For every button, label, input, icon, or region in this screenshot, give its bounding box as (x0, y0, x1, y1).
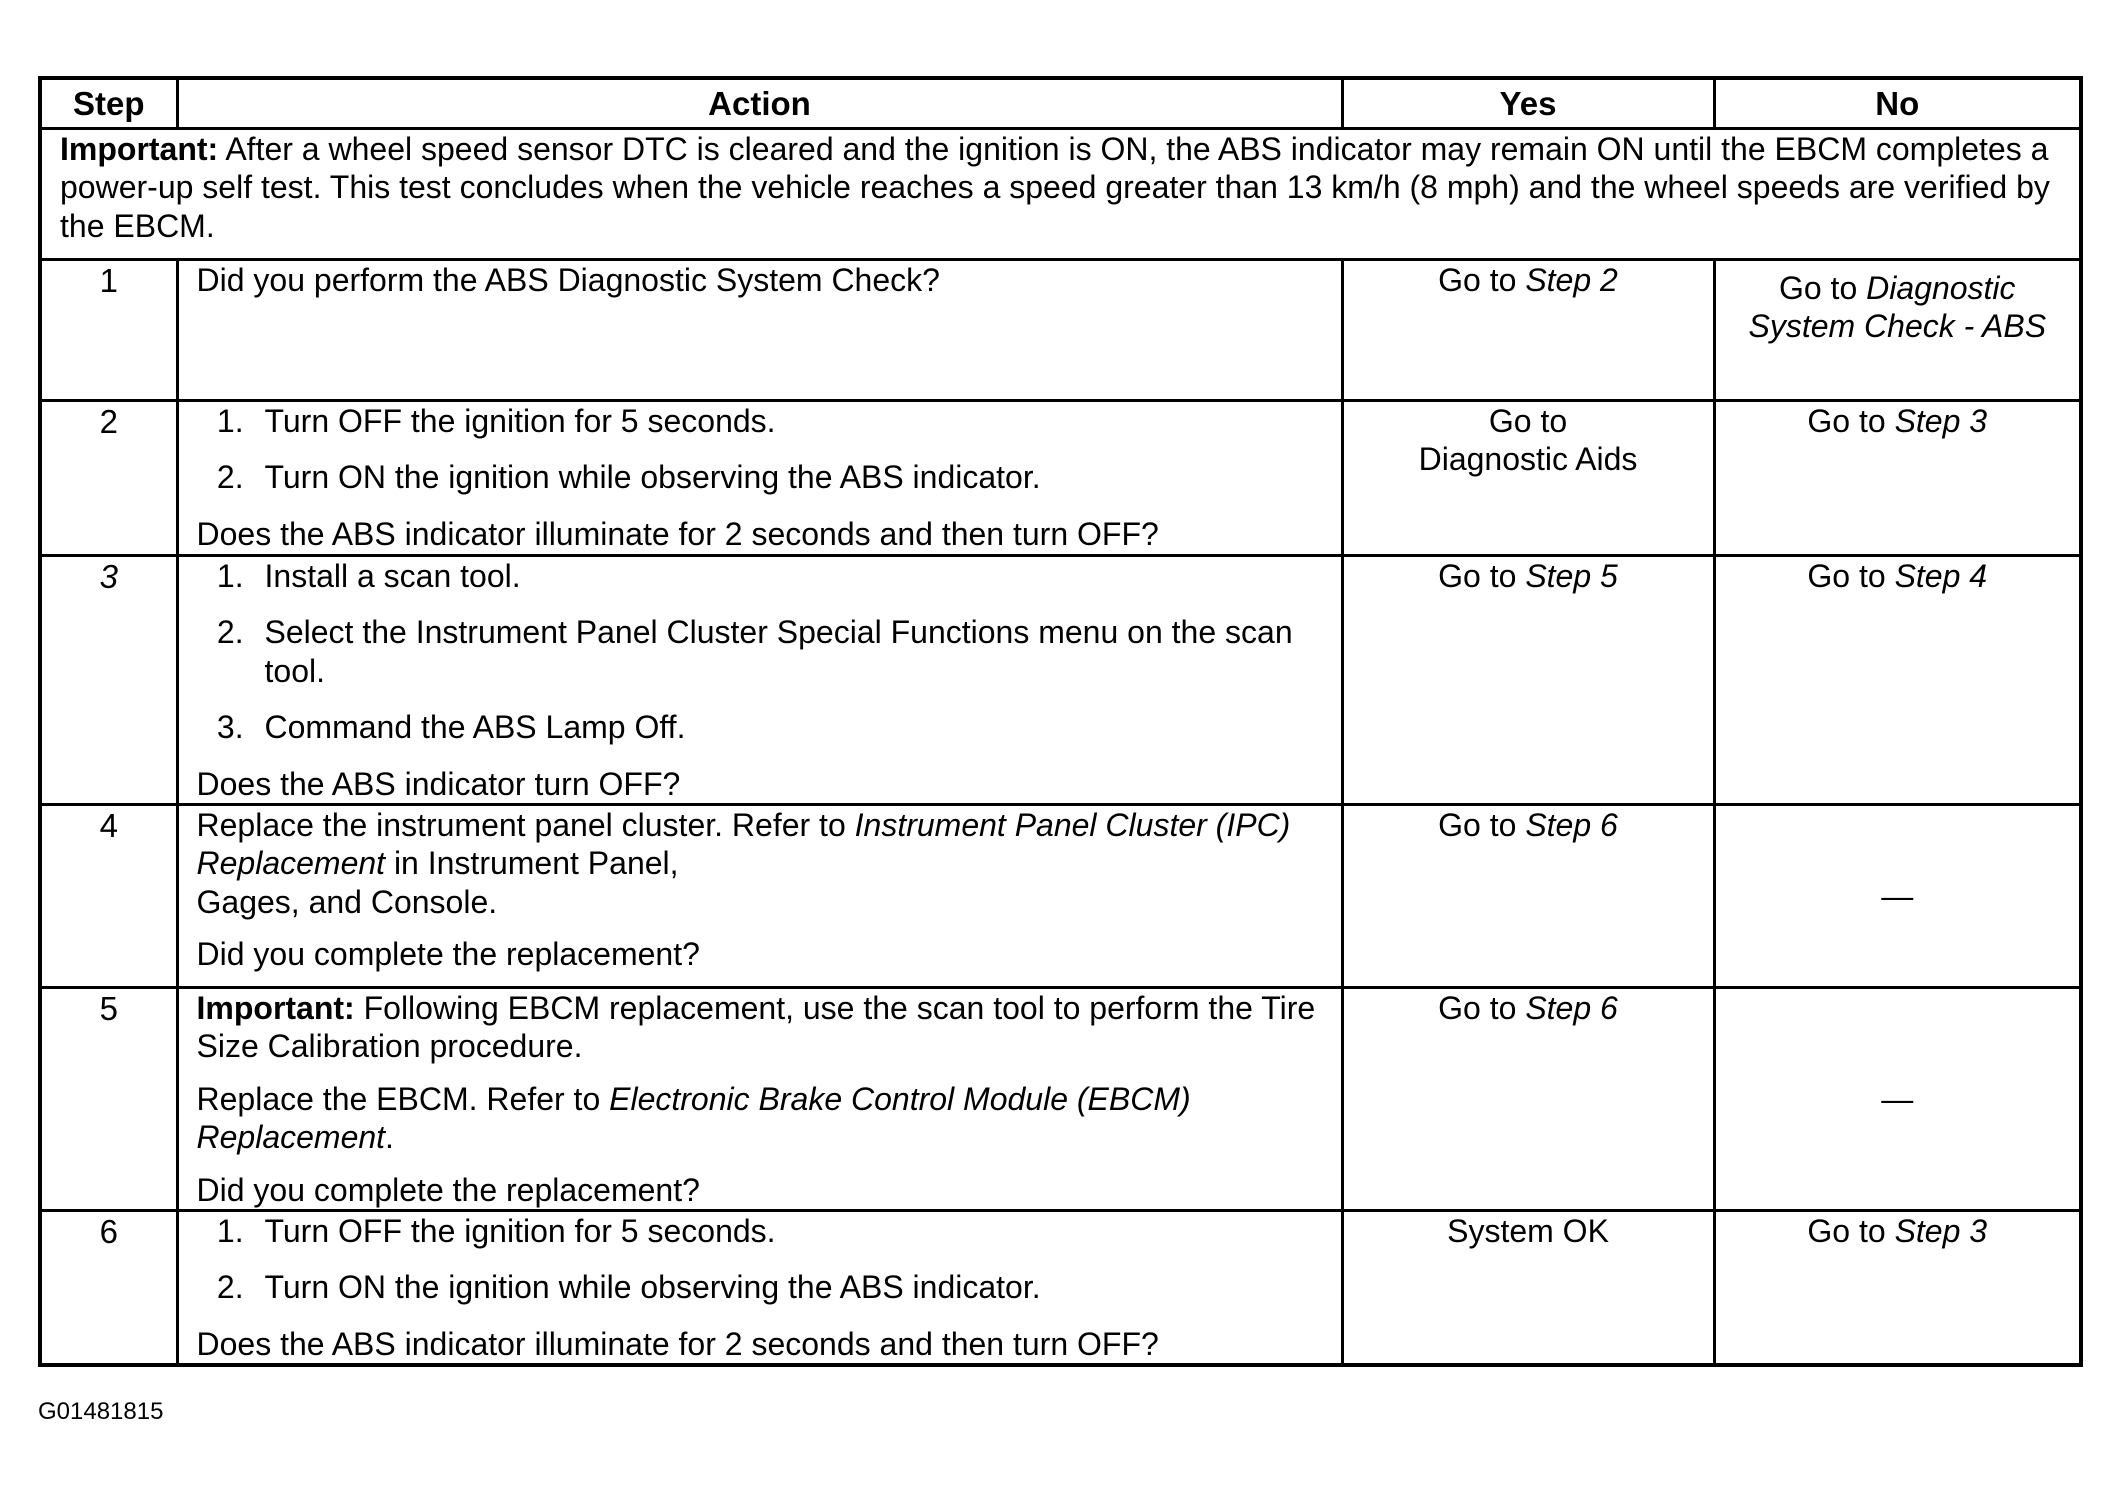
reference-link[interactable]: Instrument Panel Cluster (IPC) Replacement (196, 806, 1291, 882)
action-list-item: 2. Turn ON the ignition while observing the ABS indicator. (253, 1268, 1323, 1306)
header-action: Action (177, 78, 1342, 129)
no-text: Go to (1778, 270, 1867, 306)
action-list-item: 2. Turn ON the ignition while observing the ABS indicator. (253, 458, 1323, 496)
table-row-step-3 (40, 556, 2081, 805)
action-question: Does the ABS indicator turn OFF? (196, 765, 681, 802)
no-link[interactable]: Step 3 (1894, 403, 1988, 439)
important-text: Following EBCM replacement, use the scan tool to perform the Tire Size Calibration procedure. (196, 989, 1316, 1065)
no-link[interactable]: Step 4 (1894, 558, 1988, 594)
yes-cell: System OK (1342, 1210, 1714, 1365)
yes-text: Go to (1438, 558, 1526, 594)
yes-text: Go to (1438, 262, 1526, 298)
diagnostic-table (38, 76, 2083, 1367)
action-list-item: 3. Command the ABS Lamp Off. (253, 708, 1323, 746)
action-question: Did you complete the replacement? (196, 1171, 700, 1208)
yes-link[interactable]: Diagnostic Aids (1418, 441, 1638, 478)
yes-cell (1342, 260, 1714, 401)
action-list (197, 1212, 1323, 1307)
action-paragraph (197, 806, 1323, 921)
action-question: Does the ABS indicator illuminate for 2 seconds and then turn OFF? (196, 1325, 1159, 1362)
no-text: Go to (1807, 1212, 1895, 1249)
yes-cell (1342, 401, 1714, 556)
yes-text: Go to (1488, 403, 1568, 439)
action-text: Gages, and Console. (196, 883, 498, 920)
yes-link[interactable]: Step 6 (1525, 989, 1618, 1026)
yes-link[interactable]: Step 2 (1525, 262, 1618, 298)
header-row (40, 78, 2081, 129)
action-text: Replace the instrument panel cluster. Refer to (196, 806, 855, 843)
important-label: Important: (196, 989, 355, 1026)
yes-cell (1342, 987, 1714, 1210)
action-cell (177, 260, 1342, 401)
yes-link[interactable]: Step 6 (1525, 806, 1618, 843)
action-list (197, 557, 1323, 747)
yes-cell (1342, 804, 1714, 987)
no-cell (1714, 1210, 2081, 1365)
yes-text: Go to (1438, 989, 1526, 1026)
action-question: Did you complete the replacement? (196, 936, 700, 973)
header-yes: Yes (1342, 78, 1714, 129)
no-cell: — (1714, 804, 2081, 987)
step-number: 6 (40, 1210, 177, 1365)
action-cell (177, 1210, 1342, 1365)
action-list-item: 2. Select the Instrument Panel Cluster Special Functions menu on the scan tool. (253, 613, 1323, 690)
table-row-step-6 (40, 1210, 2081, 1365)
action-paragraph (197, 1080, 1323, 1157)
table-row-step-4 (40, 804, 2081, 987)
action-text: . (385, 1119, 394, 1156)
no-cell (1714, 260, 2081, 401)
table-row-step-5 (40, 987, 2081, 1210)
no-text: Go to (1807, 403, 1895, 439)
important-note (40, 129, 2081, 260)
important-note-row (40, 129, 2081, 260)
no-cell: — (1714, 987, 2081, 1210)
important-label: Important: (60, 131, 219, 167)
header-no: No (1714, 78, 2081, 129)
step-number: 1 (40, 260, 177, 401)
action-question: Did you perform the ABS Diagnostic System Check? (196, 262, 940, 298)
action-list-item: 1. Turn OFF the ignition for 5 seconds. (253, 1212, 1323, 1250)
step-number: 3 (40, 556, 177, 805)
reference-link[interactable]: Electronic Brake Control Module (EBCM) Replacement (196, 1080, 1191, 1156)
action-cell (177, 804, 1342, 987)
step-number: 4 (40, 804, 177, 987)
yes-text: Go to (1438, 806, 1526, 843)
figure-id: G01481815 (38, 1398, 164, 1425)
no-link[interactable]: Step 3 (1894, 1212, 1988, 1249)
step-number: 2 (40, 401, 177, 556)
step-number: 5 (40, 987, 177, 1210)
action-list (197, 402, 1323, 497)
action-cell (177, 556, 1342, 805)
action-text: Replace the EBCM. Refer to (196, 1080, 610, 1117)
table-row-step-2 (40, 401, 2081, 556)
table-row-step-1 (40, 260, 2081, 401)
no-cell (1714, 556, 2081, 805)
action-list-item: 1. Install a scan tool. (253, 557, 1323, 595)
action-cell (177, 401, 1342, 556)
important-text: After a wheel speed sensor DTC is cleared and the ignition is ON, the ABS indicator may remain ON until the EBCM completes a power-up self test. This test concludes when the vehicle reaches a speed greater than 13 km/h (8 mph) and the wheel speeds are verified by the EBCM. (60, 131, 2050, 244)
no-cell (1714, 401, 2081, 556)
important-note (197, 989, 1323, 1066)
action-list-item: 1. Turn OFF the ignition for 5 seconds. (253, 402, 1323, 440)
action-text: in Instrument Panel, (385, 845, 679, 882)
yes-cell (1342, 556, 1714, 805)
yes-link[interactable]: Step 5 (1525, 558, 1618, 594)
no-text: Go to (1807, 558, 1895, 594)
header-step: Step (40, 78, 177, 129)
action-question: Does the ABS indicator illuminate for 2 seconds and then turn OFF? (196, 515, 1159, 552)
action-cell (177, 987, 1342, 1210)
no-link[interactable]: Diagnostic System Check - ABS (1748, 270, 2047, 345)
